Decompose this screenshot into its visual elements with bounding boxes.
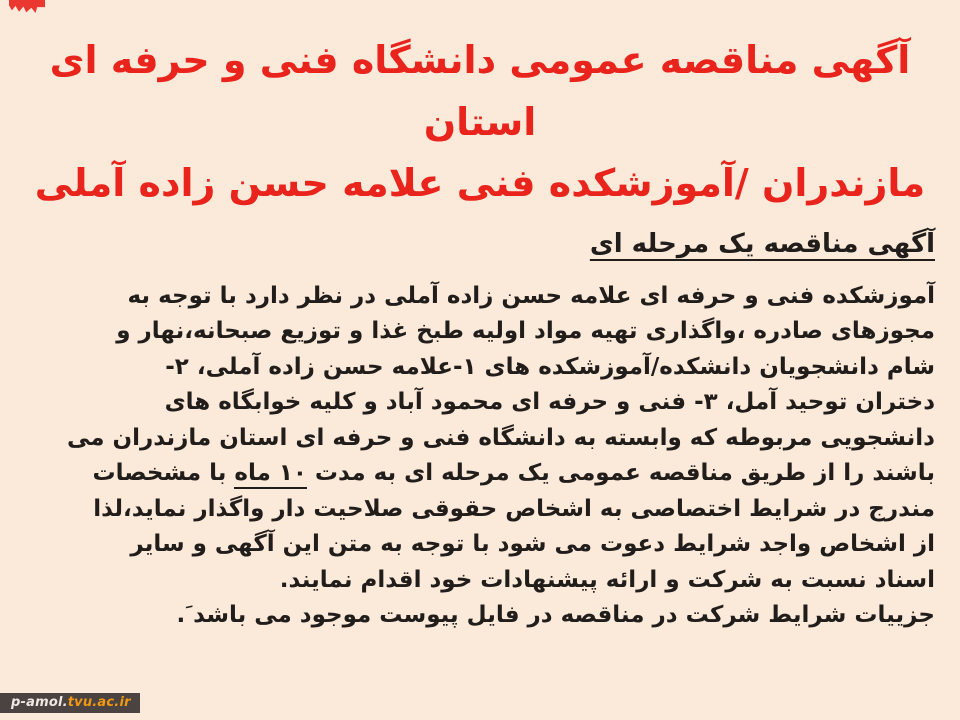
- underlined-duration: ۱۰ ماه: [234, 460, 307, 489]
- title-line-2: مازندران /آموزشکده فنی علامه حسن زاده آملی: [34, 161, 926, 206]
- body-line: مندرج در شرایط اختصاصی به اشخاص حقوقی صلاحیت دار واگذار نماید،لذا: [93, 495, 935, 522]
- body-line: مجوزهای صادره ،واگذاری تهیه مواد اولیه طبخ غذا و توزیع صبحانه،نهار و: [116, 318, 935, 345]
- body-line-segment: باشند را از طریق مناقصه عمومی یک مرحله ای به مدت: [306, 460, 935, 487]
- body-line: [20, 456, 935, 492]
- body-line: آموزشکده فنی و حرفه ای علامه حسن زاده آملی در نظر دارد با توجه به: [127, 282, 935, 309]
- body-line: جزییات شرایط شرکت در مناقصه در فایل پیوست موجود می باشد َ.: [176, 602, 935, 629]
- body-text: [20, 279, 935, 634]
- body-line: دانشجویی مربوطه که وابسته به دانشگاه فنی و حرفه ای استان مازندران می: [66, 424, 935, 451]
- watermark: [0, 693, 140, 713]
- watermark-site-prefix: p-amol.: [11, 695, 68, 710]
- subtitle: [0, 229, 935, 259]
- body-line: شام دانشجویان دانشکده/آموزشکده های ۱-علامه حسن زاده آملی، ۲-: [165, 353, 935, 380]
- subtitle-text: آگهی مناقصه یک مرحله ای: [589, 228, 935, 259]
- corner-red-artifact-icon: [9, 0, 45, 13]
- title-line-1: آگهی مناقصه عمومی دانشگاه فنی و حرفه ای استان: [49, 38, 911, 144]
- body-line: دختران توحید آمل، ۳- فنی و حرفه ای محمود آباد و کلیه خوابگاه های: [164, 389, 935, 416]
- watermark-site-suffix: tvu.ac.ir: [67, 695, 131, 710]
- body-line-segment: با مشخصات: [92, 460, 235, 487]
- body-line: از اشخاص واجد شرایط دعوت می شود با توجه به متن این آگهی و سایر: [130, 531, 935, 558]
- body-line: اسناد نسبت به شرکت و ارائه پیشنهادات خود اقدام نمایند.: [279, 566, 935, 593]
- page-title: [30, 30, 930, 215]
